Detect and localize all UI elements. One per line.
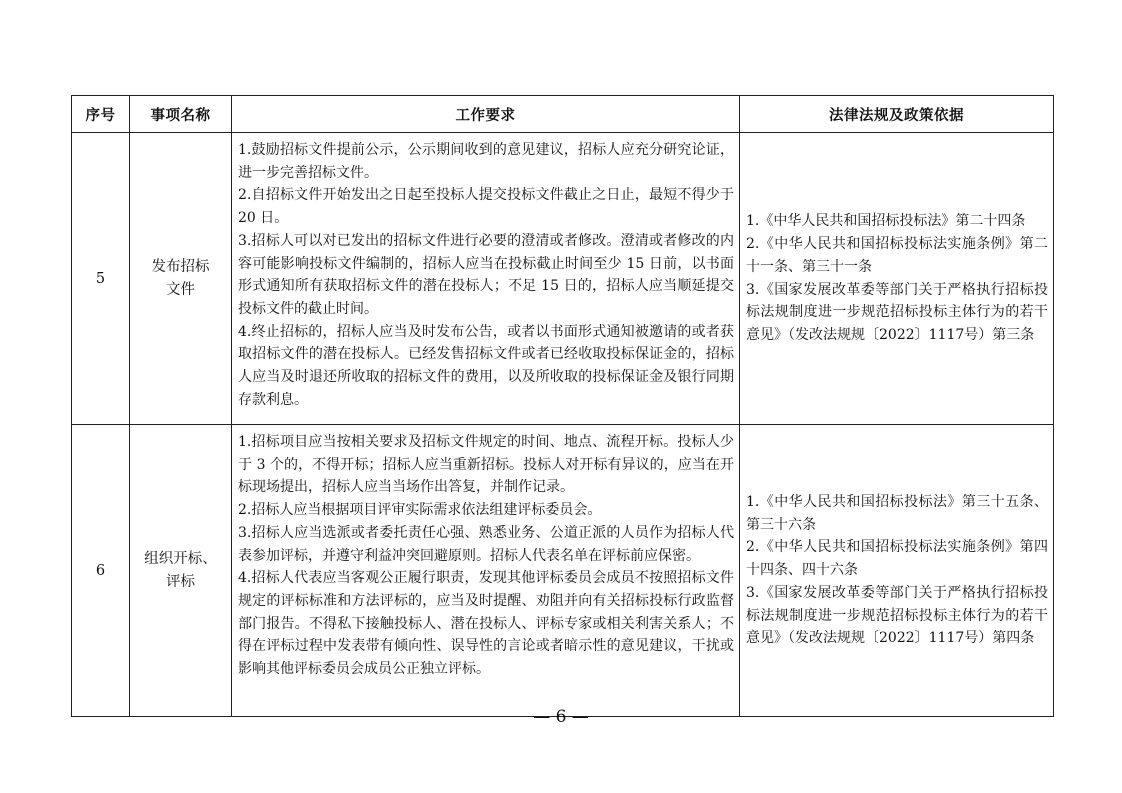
row-seq: 6 xyxy=(72,425,130,717)
requirement-paragraph: 3.招标人可以对已发出的招标文件进行必要的澄清或者修改。澄清或者修改的内容可能影响投标文件编制的，招标人应当在投标截止时间至少 15 日前，以书面形式通知所有获取招标文件的潜在投标人；不足 15 日的，招标人应当顺延提交投标文件的截止时间。 xyxy=(238,232,734,317)
requirement-paragraph: 4.招标人代表应当客观公正履行职责，发现其他评标委员会成员不按照招标文件规定的评标标准和方法评标的，应当及时提醒、劝阻并向有关招标投标行政监督部门报告。不得私下接触投标人、潜在投标人、评标专家或相关利害关系人；不得在评标过程中发表带有倾向性、误导性的言论或者暗示性的意见建议，干扰或影响其他评标委员会成员公正独立评标。 xyxy=(238,570,734,678)
legal-basis-item: 3.《国家发展改革委等部门关于严格执行招标投标法规制度进一步规范招标投标主体行为的若干意见》（发改法规规〔2022〕1117号）第四条 xyxy=(746,584,1048,647)
legal-basis-item: 1.《中华人民共和国招标投标法》第三十五条、第三十六条 xyxy=(746,494,1048,533)
header-legal-basis: 法律法规及政策依据 xyxy=(740,96,1054,133)
requirement-paragraph: 3.招标人应当选派或者委托责任心强、熟悉业务、公道正派的人员作为招标人代表参加评标，并遵守利益冲突回避原则。招标人代表名单在评标前应保密。 xyxy=(238,524,734,564)
table-row xyxy=(72,133,1054,425)
legal-basis-item: 1.《中华人民共和国招标投标法》第二十四条 xyxy=(746,213,1026,230)
header-work-requirements: 工作要求 xyxy=(232,96,740,133)
row-item-name xyxy=(130,425,232,717)
item-name-line: 文件 xyxy=(166,281,195,298)
table-header-row xyxy=(72,96,1054,133)
requirement-paragraph: 1.鼓励招标文件提前公示，公示期间收到的意见建议，招标人应充分研究论证，进一步完善招标文件。 xyxy=(238,142,734,181)
row-seq: 5 xyxy=(72,133,130,425)
legal-basis-item: 3.《国家发展改革委等部门关于严格执行招标投标法规制度进一步规范招标投标主体行为的若干意见》（发改法规规〔2022〕1117号）第三条 xyxy=(746,281,1048,343)
legal-basis-item: 2.《中华人民共和国招标投标法实施条例》第四十四条、四十六条 xyxy=(746,539,1048,579)
header-seq: 序号 xyxy=(72,96,130,133)
legal-basis-item: 2.《中华人民共和国招标投标法实施条例》第二十一条、第三十一条 xyxy=(746,236,1048,275)
requirement-paragraph: 2.自招标文件开始发出之日起至投标人提交投标文件截止之日止，最短不得少于 20 日。 xyxy=(238,187,734,227)
row-work-requirements xyxy=(232,133,740,425)
row-work-requirements xyxy=(232,425,740,717)
requirement-paragraph: 4.终止招标的，招标人应当及时发布公告，或者以书面形式通知被邀请的或者获取招标文件的潜在投标人。已经发售招标文件或者已经收取投标保证金的，招标人应当及时退还所收取的招标文件的费用，以及所收取的投标保证金及银行同期存款利息。 xyxy=(238,323,734,408)
item-name-line: 组织开标、 xyxy=(144,550,217,567)
item-name-line: 评标 xyxy=(166,573,195,590)
row-item-name xyxy=(130,133,232,425)
item-name-line: 发布招标 xyxy=(151,258,210,275)
header-item-name: 事项名称 xyxy=(130,96,232,133)
row-legal-basis xyxy=(740,133,1054,425)
table-row xyxy=(72,425,1054,717)
page-number: — 6 — xyxy=(533,707,589,727)
requirement-paragraph: 1.招标项目应当按相关要求及招标文件规定的时间、地点、流程开标。投标人少于 3 个的，不得开标；招标人应当重新招标。投标人对开标有异议的，应当在开标现场提出，招标人应当当场作出答复，并制作记录。 xyxy=(238,434,734,496)
requirement-paragraph: 2.招标人应当根据项目评审实际需求依法组建评标委员会。 xyxy=(238,502,602,519)
requirements-table xyxy=(71,95,1054,717)
row-legal-basis xyxy=(740,425,1054,717)
